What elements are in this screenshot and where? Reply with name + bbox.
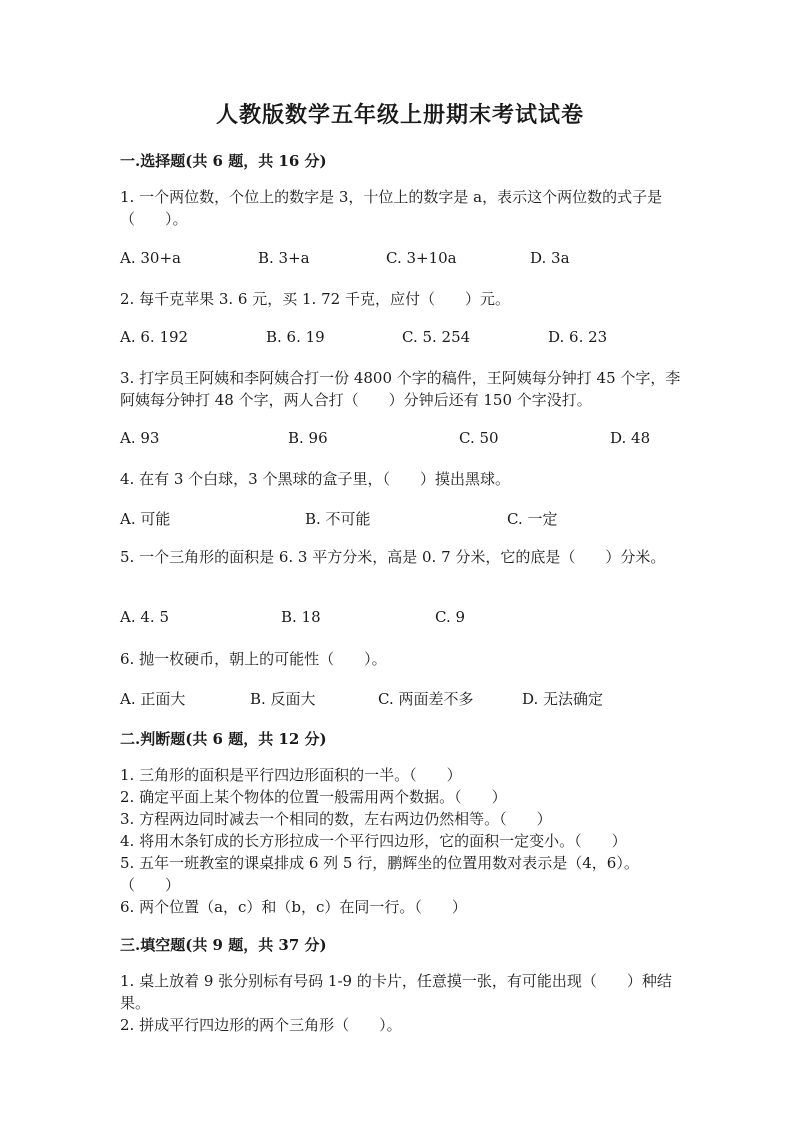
question-6: 6. 抛一枚硬币，朝上的可能性（ ）。: [120, 650, 387, 668]
option-c: C. 50: [459, 429, 499, 447]
option-b: B. 6. 19: [266, 328, 325, 346]
option-b: B. 3+a: [258, 249, 310, 267]
option-a: A. 30+a: [120, 249, 181, 267]
option-d: D. 6. 23: [548, 328, 608, 346]
question-3-options: [120, 429, 700, 451]
option-c: C. 5. 254: [402, 328, 471, 346]
question-2-options: [120, 328, 700, 350]
section-heading-fill: 三.填空题(共 9 题，共 37 分): [120, 936, 327, 954]
question-6-options: [120, 688, 700, 710]
question-2: 2. 每千克苹果 3. 6 元，买 1. 72 千克，应付（ ）元。: [120, 290, 510, 308]
option-b: B. 96: [288, 429, 328, 447]
option-a: A. 4. 5: [120, 608, 169, 626]
option-d: D. 3a: [530, 249, 570, 267]
question-1: 1. 一个两位数，个位上的数字是 3，十位上的数字是 a，表示这个两位数的式子是（ ）。: [120, 188, 663, 228]
option-c: C. 9: [435, 608, 466, 626]
question-4: 4. 在有 3 个白球，3 个黑球的盒子里，（ ）摸出黑球。: [120, 470, 510, 488]
option-a: A. 6. 192: [120, 328, 189, 346]
option-b: B. 反面大: [250, 690, 316, 708]
question-4-options: [120, 508, 700, 530]
question-5: 5. 一个三角形的面积是 6. 3 平方分米，高是 0. 7 分米，它的底是（ ）分米。: [120, 548, 666, 566]
question-1-options: [120, 249, 700, 271]
option-b: B. 18: [281, 608, 321, 626]
option-a: A. 93: [120, 429, 160, 447]
question-3: 3. 打字员王阿姨和李阿姨合打一份 4800 个字的稿件，王阿姨每分钟打 45 个字，李阿姨每分钟打 48 个字，两人合打（ ）分钟后还有 150 个字没打。: [120, 369, 681, 409]
option-d: D. 48: [610, 429, 651, 447]
judgment-item: 3. 方程两边同时减去一个相同的数，左右两边仍然相等。（ ）: [120, 810, 552, 828]
judgment-item: 6. 两个位置（a，c）和（b，c）在同一行。（ ）: [120, 898, 467, 916]
section-heading-choice: 一.选择题(共 6 题，共 16 分): [120, 152, 327, 170]
option-b: B. 不可能: [305, 510, 371, 528]
option-c: C. 两面差不多: [378, 690, 474, 708]
page-title: 人教版数学五年级上册期末考试试卷: [215, 102, 584, 128]
fill-item: 1. 桌上放着 9 张分别标有号码 1-9 的卡片，任意摸一张，有可能出现（ ）种结果。: [120, 972, 672, 1012]
option-c: C. 一定: [507, 510, 558, 528]
judgment-item: 1. 三角形的面积是平行四边形面积的一半。（ ）: [120, 766, 462, 784]
section-heading-judgment: 二.判断题(共 6 题，共 12 分): [120, 730, 327, 748]
question-5-options: [120, 608, 700, 630]
judgment-item: 2. 确定平面上某个物体的位置一般需用两个数据。（ ）: [120, 788, 507, 806]
judgment-item: 4. 将用木条钉成的长方形拉成一个平行四边形，它的面积一定变小。（ ）: [120, 832, 627, 850]
option-c: C. 3+10a: [386, 249, 457, 267]
judgment-item: 5. 五年一班教室的课桌排成 6 列 5 行，鹏辉坐的位置用数对表示是（4，6）。（ ）: [120, 854, 639, 894]
option-d: D. 无法确定: [522, 690, 604, 708]
option-a: A. 可能: [120, 510, 171, 528]
fill-item: 2. 拼成平行四边形的两个三角形（ ）。: [120, 1016, 402, 1034]
option-a: A. 正面大: [120, 690, 186, 708]
